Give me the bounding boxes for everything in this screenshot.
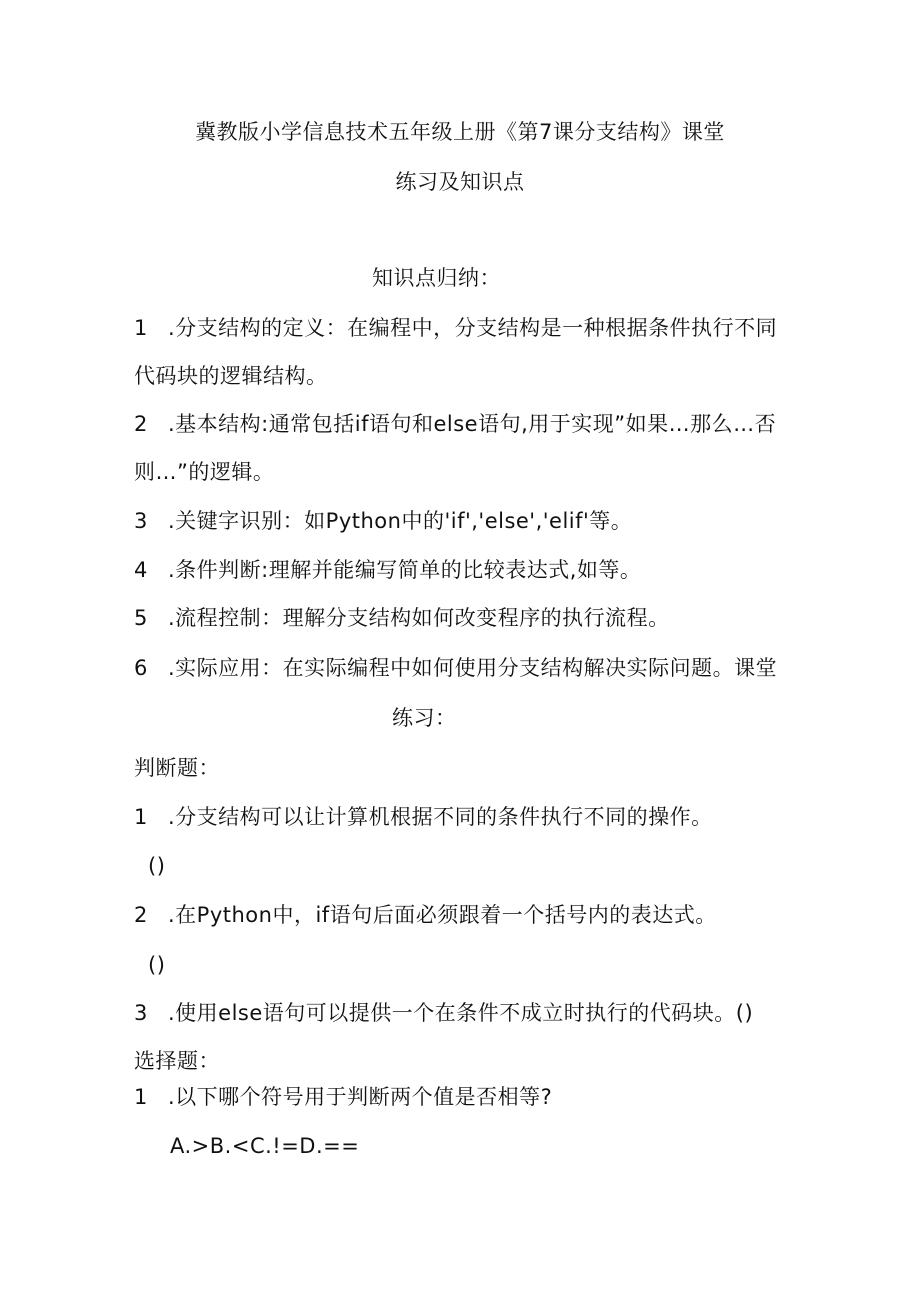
choice-item-1-options: A.>B.<C.!=D.== bbox=[170, 1134, 360, 1158]
choice-item-1 bbox=[134, 1083, 552, 1111]
item-number: 3 bbox=[134, 1001, 148, 1025]
judgment-heading: 判断题： bbox=[134, 756, 220, 780]
item-text: .实际应用：在实际编程中如何使用分支结构解决实际问题。课堂 bbox=[168, 656, 778, 680]
knowledge-item-1 bbox=[134, 314, 777, 342]
item-text: .使用else语句可以提供一个在条件不成立时执行的代码块。() bbox=[168, 1001, 754, 1025]
item-number: 1 bbox=[134, 1085, 148, 1109]
item-number: 4 bbox=[134, 558, 148, 582]
item-text: .分支结构可以让计算机根据不同的条件执行不同的操作。 bbox=[168, 805, 713, 829]
item-number: 1 bbox=[134, 316, 148, 340]
item-number: 1 bbox=[134, 805, 148, 829]
item-text: .关键字识别：如Python中的'if','else','elif'等。 bbox=[168, 509, 633, 533]
item-number: 2 bbox=[134, 903, 148, 927]
item-number: 5 bbox=[134, 606, 148, 630]
doc-title-line-1: 冀教版小学信息技术五年级上册《第7课分支结构》课堂 bbox=[195, 120, 725, 144]
choice-heading: 选择题： bbox=[134, 1049, 220, 1073]
knowledge-item-4 bbox=[134, 556, 641, 584]
judgment-item-1-answer: () bbox=[148, 854, 166, 878]
judgment-item-2 bbox=[134, 901, 717, 929]
judgment-item-1 bbox=[134, 803, 713, 831]
judgment-item-2-answer: () bbox=[148, 953, 166, 977]
knowledge-item-2 bbox=[134, 410, 776, 438]
item-text: .条件判断:理解并能编写简单的比较表达式,如等。 bbox=[168, 558, 642, 582]
item-number: 2 bbox=[134, 412, 148, 436]
item-number: 3 bbox=[134, 509, 148, 533]
item-text: .以下哪个符号用于判断两个值是否相等? bbox=[168, 1085, 553, 1109]
item-text: .流程控制：理解分支结构如何改变程序的执行流程。 bbox=[168, 606, 670, 630]
knowledge-item-5 bbox=[134, 604, 670, 632]
knowledge-heading: 知识点归纳： bbox=[372, 266, 501, 290]
item-text: .基本结构:通常包括if语句和else语句,用于实现”如果…那么…否 bbox=[168, 412, 777, 436]
item-number: 6 bbox=[134, 656, 148, 680]
knowledge-item-1-cont: 代码块的逻辑结构。 bbox=[134, 364, 328, 388]
exercises-heading: 练习： bbox=[392, 706, 457, 730]
knowledge-item-3 bbox=[134, 507, 632, 535]
item-text: .在Python中，if语句后面必须跟着一个括号内的表达式。 bbox=[168, 903, 717, 927]
judgment-item-3 bbox=[134, 999, 753, 1027]
item-text: .分支结构的定义：在编程中，分支结构是一种根据条件执行不同 bbox=[168, 316, 778, 340]
knowledge-item-6 bbox=[134, 654, 777, 682]
knowledge-item-2-cont: 则…”的逻辑。 bbox=[134, 460, 275, 484]
doc-title-line-2: 练习及知识点 bbox=[395, 170, 525, 194]
